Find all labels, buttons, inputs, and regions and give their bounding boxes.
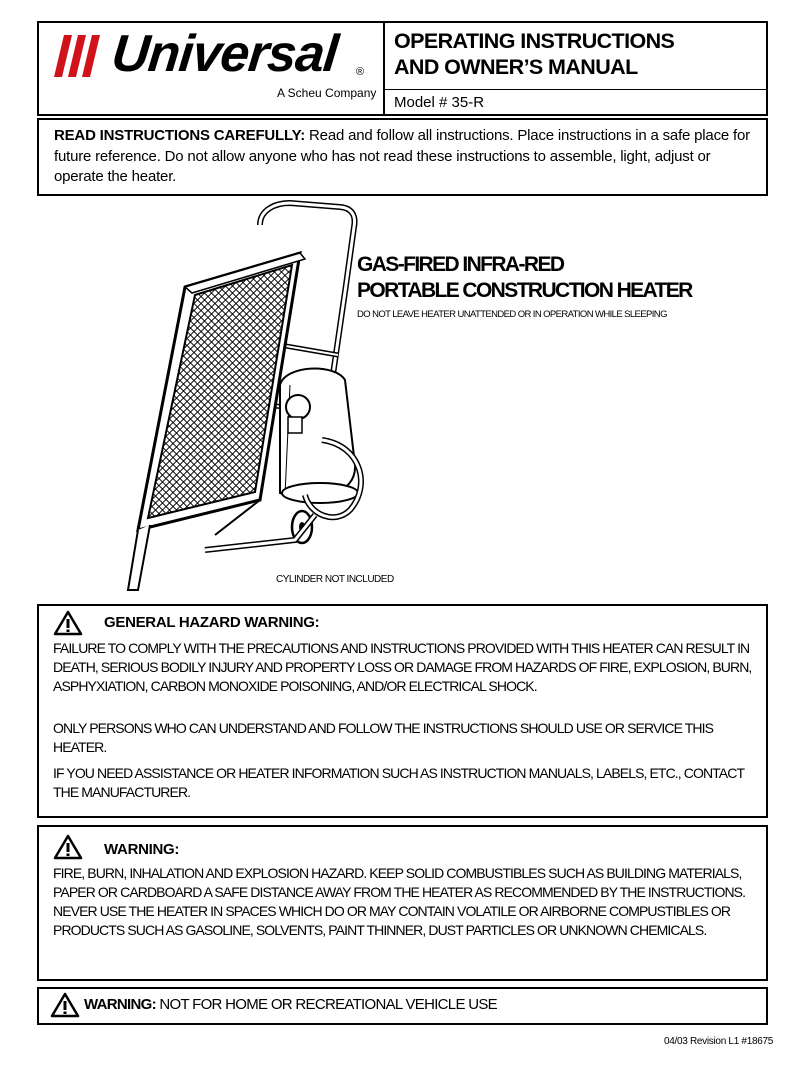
warning-triangle-icon [53, 610, 83, 636]
cylinder-note: CYLINDER NOT INCLUDED [276, 574, 394, 585]
home-warning-body: NOT FOR HOME OR RECREATIONAL VEHICLE USE [155, 996, 497, 1013]
manual-title-line2: AND OWNER’S MANUAL [394, 55, 638, 79]
logo-subtitle: A Scheu Company [277, 86, 377, 100]
revision-number: 04/03 Revision L1 #18675 [664, 1036, 774, 1047]
product-title-line2: PORTABLE CONSTRUCTION HEATER [357, 279, 692, 302]
home-warning-lead: WARNING: [84, 996, 156, 1013]
read-instructions-body: Read and follow all instructions. Place instructions in a safe place for future reference. Do not allow anyone who has not read these instructions to assemble, light, adjust or operate the heater. [54, 127, 750, 185]
warning-heading: WARNING: [104, 841, 180, 858]
logo-wordmark: Universal [108, 25, 341, 83]
warning-triangle-icon [50, 992, 80, 1018]
warning-triangle-icon [53, 834, 83, 860]
manual-title-line1: OPERATING INSTRUCTIONS [394, 29, 675, 53]
general-hazard-paragraph-1: FAILURE TO COMPLY WITH THE PRECAUTIONS AND INSTRUCTIONS PROVIDED WITH THIS HEATER CAN RESULT IN DEATH, SERIOUS BODILY INJURY AND PROPERTY LOSS OR DAMAGE FROM HAZARDS OF FIRE, EXPLOSION, BURN, ASPHYXIATION, CARBON MONOXIDE POISONING, AND/OR ELECTRICAL SHOCK. [53, 640, 752, 694]
product-title [357, 252, 777, 304]
logo-registered-mark: ® [356, 66, 365, 78]
product-note: DO NOT LEAVE HEATER UNATTENDED OR IN OPERATION WHILE SLEEPING [357, 309, 667, 320]
general-hazard-paragraph-3: IF YOU NEED ASSISTANCE OR HEATER INFORMATION SUCH AS INSTRUCTION MANUALS, LABELS, ETC., CONTACT THE MANUFACTURER. [53, 765, 744, 800]
read-instructions-text [54, 126, 754, 188]
title-divider [385, 89, 768, 90]
home-warning-text [84, 996, 497, 1013]
manual-title [394, 28, 764, 80]
read-instructions-lead: READ INSTRUCTIONS CAREFULLY: [54, 127, 306, 144]
general-hazard-paragraph-2: ONLY PERSONS WHO CAN UNDERSTAND AND FOLLOW THE INSTRUCTIONS SHOULD USE OR SERVICE THIS HEATER. [53, 720, 714, 755]
model-number: Model # 35-R [394, 94, 485, 111]
logo-stripes-icon [54, 35, 114, 77]
product-title-line1: GAS-FIRED INFRA-RED [357, 253, 564, 276]
general-hazard-heading: GENERAL HAZARD WARNING: [104, 614, 320, 631]
warning-paragraph: FIRE, BURN, INHALATION AND EXPLOSION HAZARD. KEEP SOLID COMBUSTIBLES SUCH AS BUILDING MATERIALS, PAPER OR CARDBOARD A SAFE DISTANCE AWAY FROM THE HEATER AS RECOMMENDED BY THE INSTRUCTIONS. NEVER USE THE HEATER IN SPACES WHICH DO OR MAY CONTAIN VOLATILE OR AIRBORNE COMPUSTIBLES OR PRODUCTS SUCH AS GASOLINE, SOLVENTS, PAINT THINNER, DUST PARTICLES OR UNKNOWN CHEMICALS. [53, 865, 746, 938]
